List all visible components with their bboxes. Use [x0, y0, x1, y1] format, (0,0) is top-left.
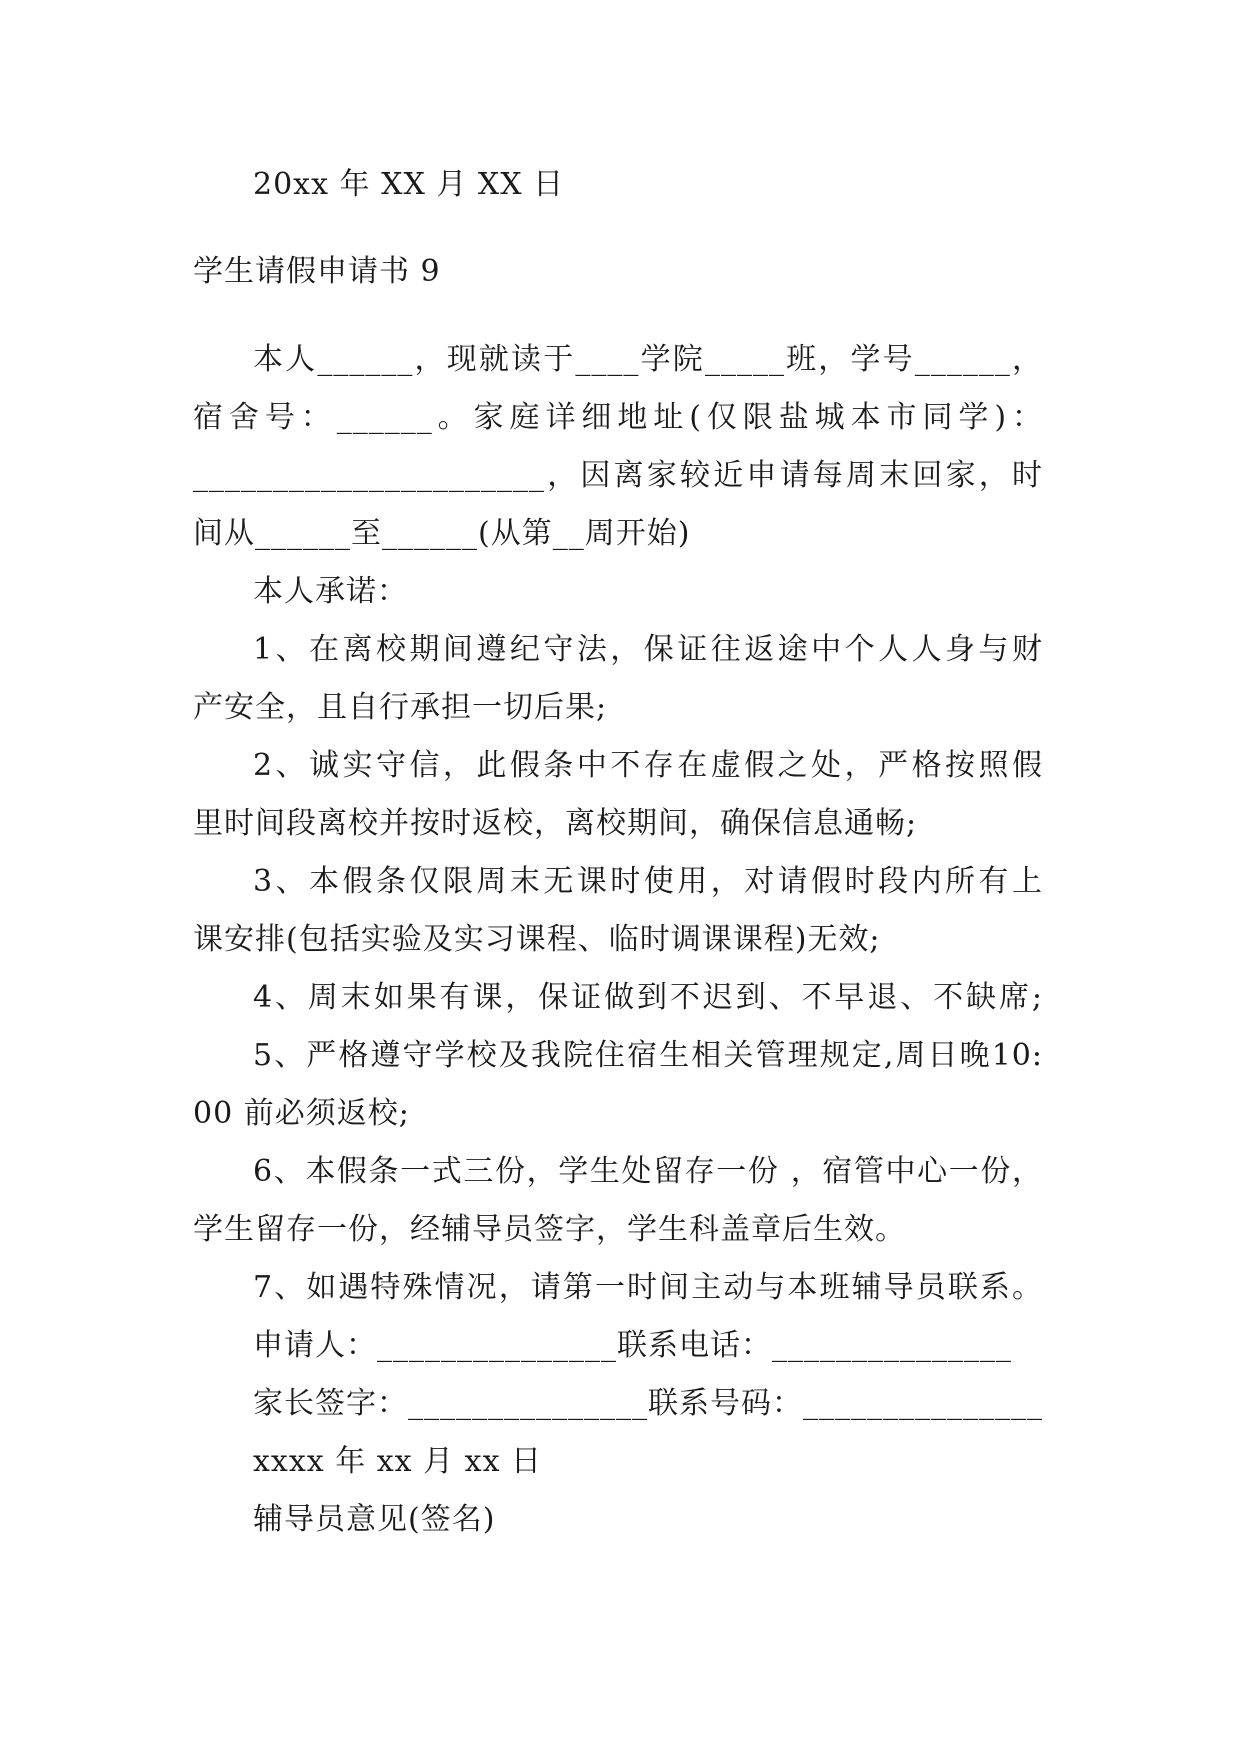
item5-line2: 00 前必须返校; [193, 1096, 410, 1131]
item5-line1: 5、严格遵守学校及我院住宿生相关管理规定,周日晚10: [253, 1038, 1043, 1073]
item2-line1: 2、诚实守信，此假条中不存在虚假之处，严格按照假 [253, 748, 1043, 783]
item1-line2: 产安全，且自行承担一切后果; [193, 690, 608, 725]
paragraph1-line1: 本人______，现就读于____学院_____班，学号______， [253, 342, 1043, 377]
item6-line2: 学生留存一份，经辅导员签字，学生科盖章后生效。 [193, 1212, 906, 1247]
item7: 7、如遇特殊情况，请第一时间主动与本班辅导员联系。 [253, 1270, 1043, 1305]
signature-date: xxxx 年 xx 月 xx 日 [253, 1444, 543, 1479]
document-title: 学生请假申请书 9 [193, 254, 441, 289]
item3-line2: 课安排(包括实验及实习课程、临时调课课程)无效; [193, 922, 881, 957]
item6-line1: 6、本假条一式三份，学生处留存一份 ，宿管中心一份， [253, 1154, 1043, 1189]
applicant-signature-line: 申请人：_______________联系电话：_______________ [253, 1328, 1012, 1363]
paragraph1-line4: 间从______至______(从第__周开始) [193, 516, 691, 551]
item3-line1: 3、本假条仅限周末无课时使用，对请假时段内所有上 [253, 864, 1043, 899]
item2-line2: 里时间段离校并按时返校，离校期间，确保信息通畅; [193, 806, 918, 841]
top-date: 20xx 年 XX 月 XX 日 [253, 167, 565, 202]
promise-heading: 本人承诺： [253, 574, 408, 609]
parent-signature-line: 家长签字：_______________联系号码：_______________ [253, 1386, 1043, 1421]
paragraph1-line3: ______________________，因离家较近申请每周末回家，时 [193, 458, 1043, 493]
paragraph1-line2: 宿舍号：______。家庭详细地址(仅限盐城本市同学)： [193, 400, 1043, 435]
item1-line1: 1、在离校期间遵纪守法，保证往返途中个人人身与财 [253, 632, 1043, 667]
item4: 4、周末如果有课，保证做到不迟到、不早退、不缺席; [253, 980, 1043, 1015]
counselor-opinion: 辅导员意见(签名) [253, 1502, 496, 1537]
